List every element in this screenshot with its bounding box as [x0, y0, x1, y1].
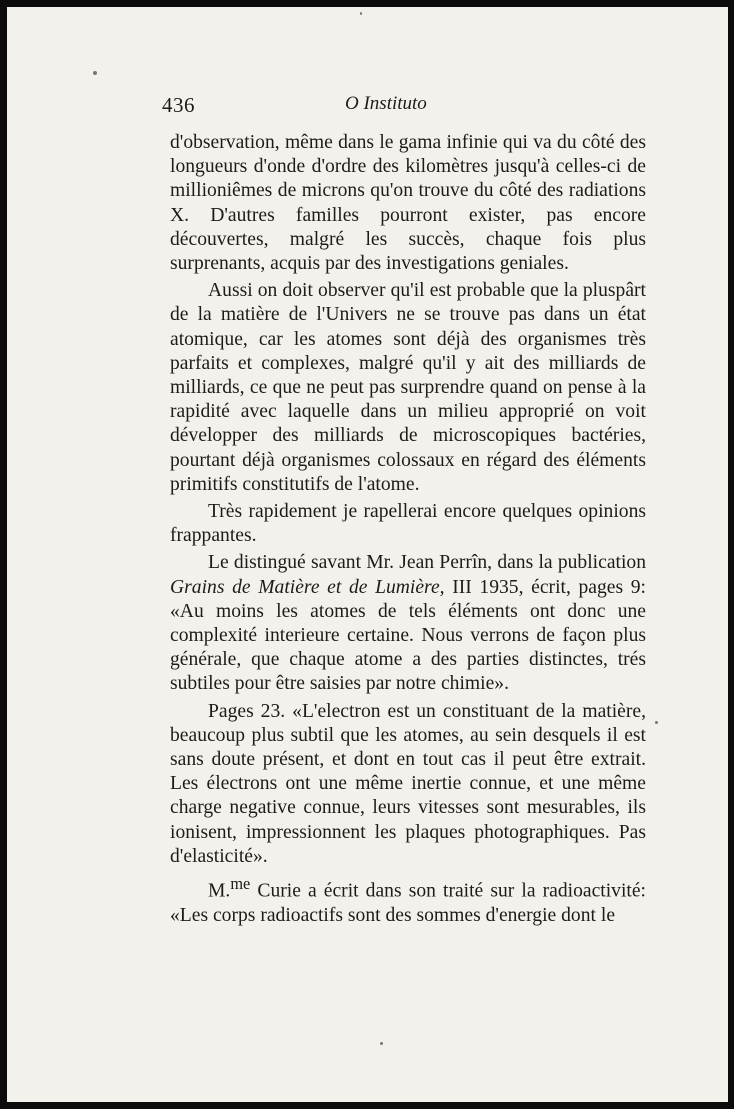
paragraph-5: Pages 23. «L'electron est un constituant de la matière, beaucoup plus subtil que les atomes, au sein desquels il est sans doute présent, et dont en tout cas il peut être extrait. Les électrons ont une même inertie connue, et une même charge negative connue, leurs vitesses sont mesurables, ils ionisent, impressionnent les plaques photographiques. Pas d'elasticité».: [170, 700, 646, 867]
paragraph-2: Aussi on doit observer qu'il est probable que la pluspârt de la matière de l'Univers ne se trouve pas dans un état atomique, car les atomes sont déjà des organismes très parfaits et complexes, malgré qu'il y ait des milliards de milliards, ce que ne peut pas surprendre quand on pense à la rapidité avec laquelle dans un milieu approprié on voit développer des milliards de microscopiques bactéries, pourtant déjà organismes colossaux en régard des éléments primitifs constitutifs de l'atome.: [170, 280, 646, 495]
ink-speck: [655, 721, 658, 724]
paragraph-6: [170, 872, 646, 928]
paragraph-3: Très rapidement je rapellerai encore quelques opinions frappantes.: [170, 501, 646, 547]
ink-speck: [380, 1042, 383, 1045]
ink-speck: [360, 12, 362, 15]
body-text: [170, 131, 646, 928]
paragraph-6-lead: M.: [208, 880, 231, 902]
page-number: 436: [162, 93, 195, 117]
ink-speck: [93, 71, 97, 75]
paragraph-6-text: Curie a écrit dans son traité sur la radioactivité: «Les corps radioactifs sont des sommes d'energie dont le: [170, 880, 646, 926]
paragraph-4: [170, 551, 646, 696]
paragraph-1: d'observation, même dans le gama infinie qui va du côté des longueurs d'onde d'ordre des kilomètres jusqu'à celles-ci de millioniêmes de microns qu'on trouve du côté des radiations X. D'autres familles pourront exister, pas encore découvertes, malgré les succès, chaque fois plus surprenants, acquis par des investigations geniales.: [170, 132, 646, 275]
page-header: [7, 93, 728, 123]
publication-title: Grains de Matière et de Lumière,: [170, 576, 445, 598]
paragraph-4-lead: Le distingué savant Mr. Jean Perrîn, dans la publication: [208, 552, 646, 574]
abbrev-superscript: me: [230, 874, 251, 894]
running-title: O Instituto: [345, 93, 427, 114]
paragraph-4-quote: III 1935, écrit, pages 9: «Au moins les atomes de tels éléments ont donc une complexité interieure certaine. Nous verrons de façon plus générale, que chaque atome a des parties distinctes, trés subtiles pour être saisies par notre chimie».: [170, 576, 646, 695]
